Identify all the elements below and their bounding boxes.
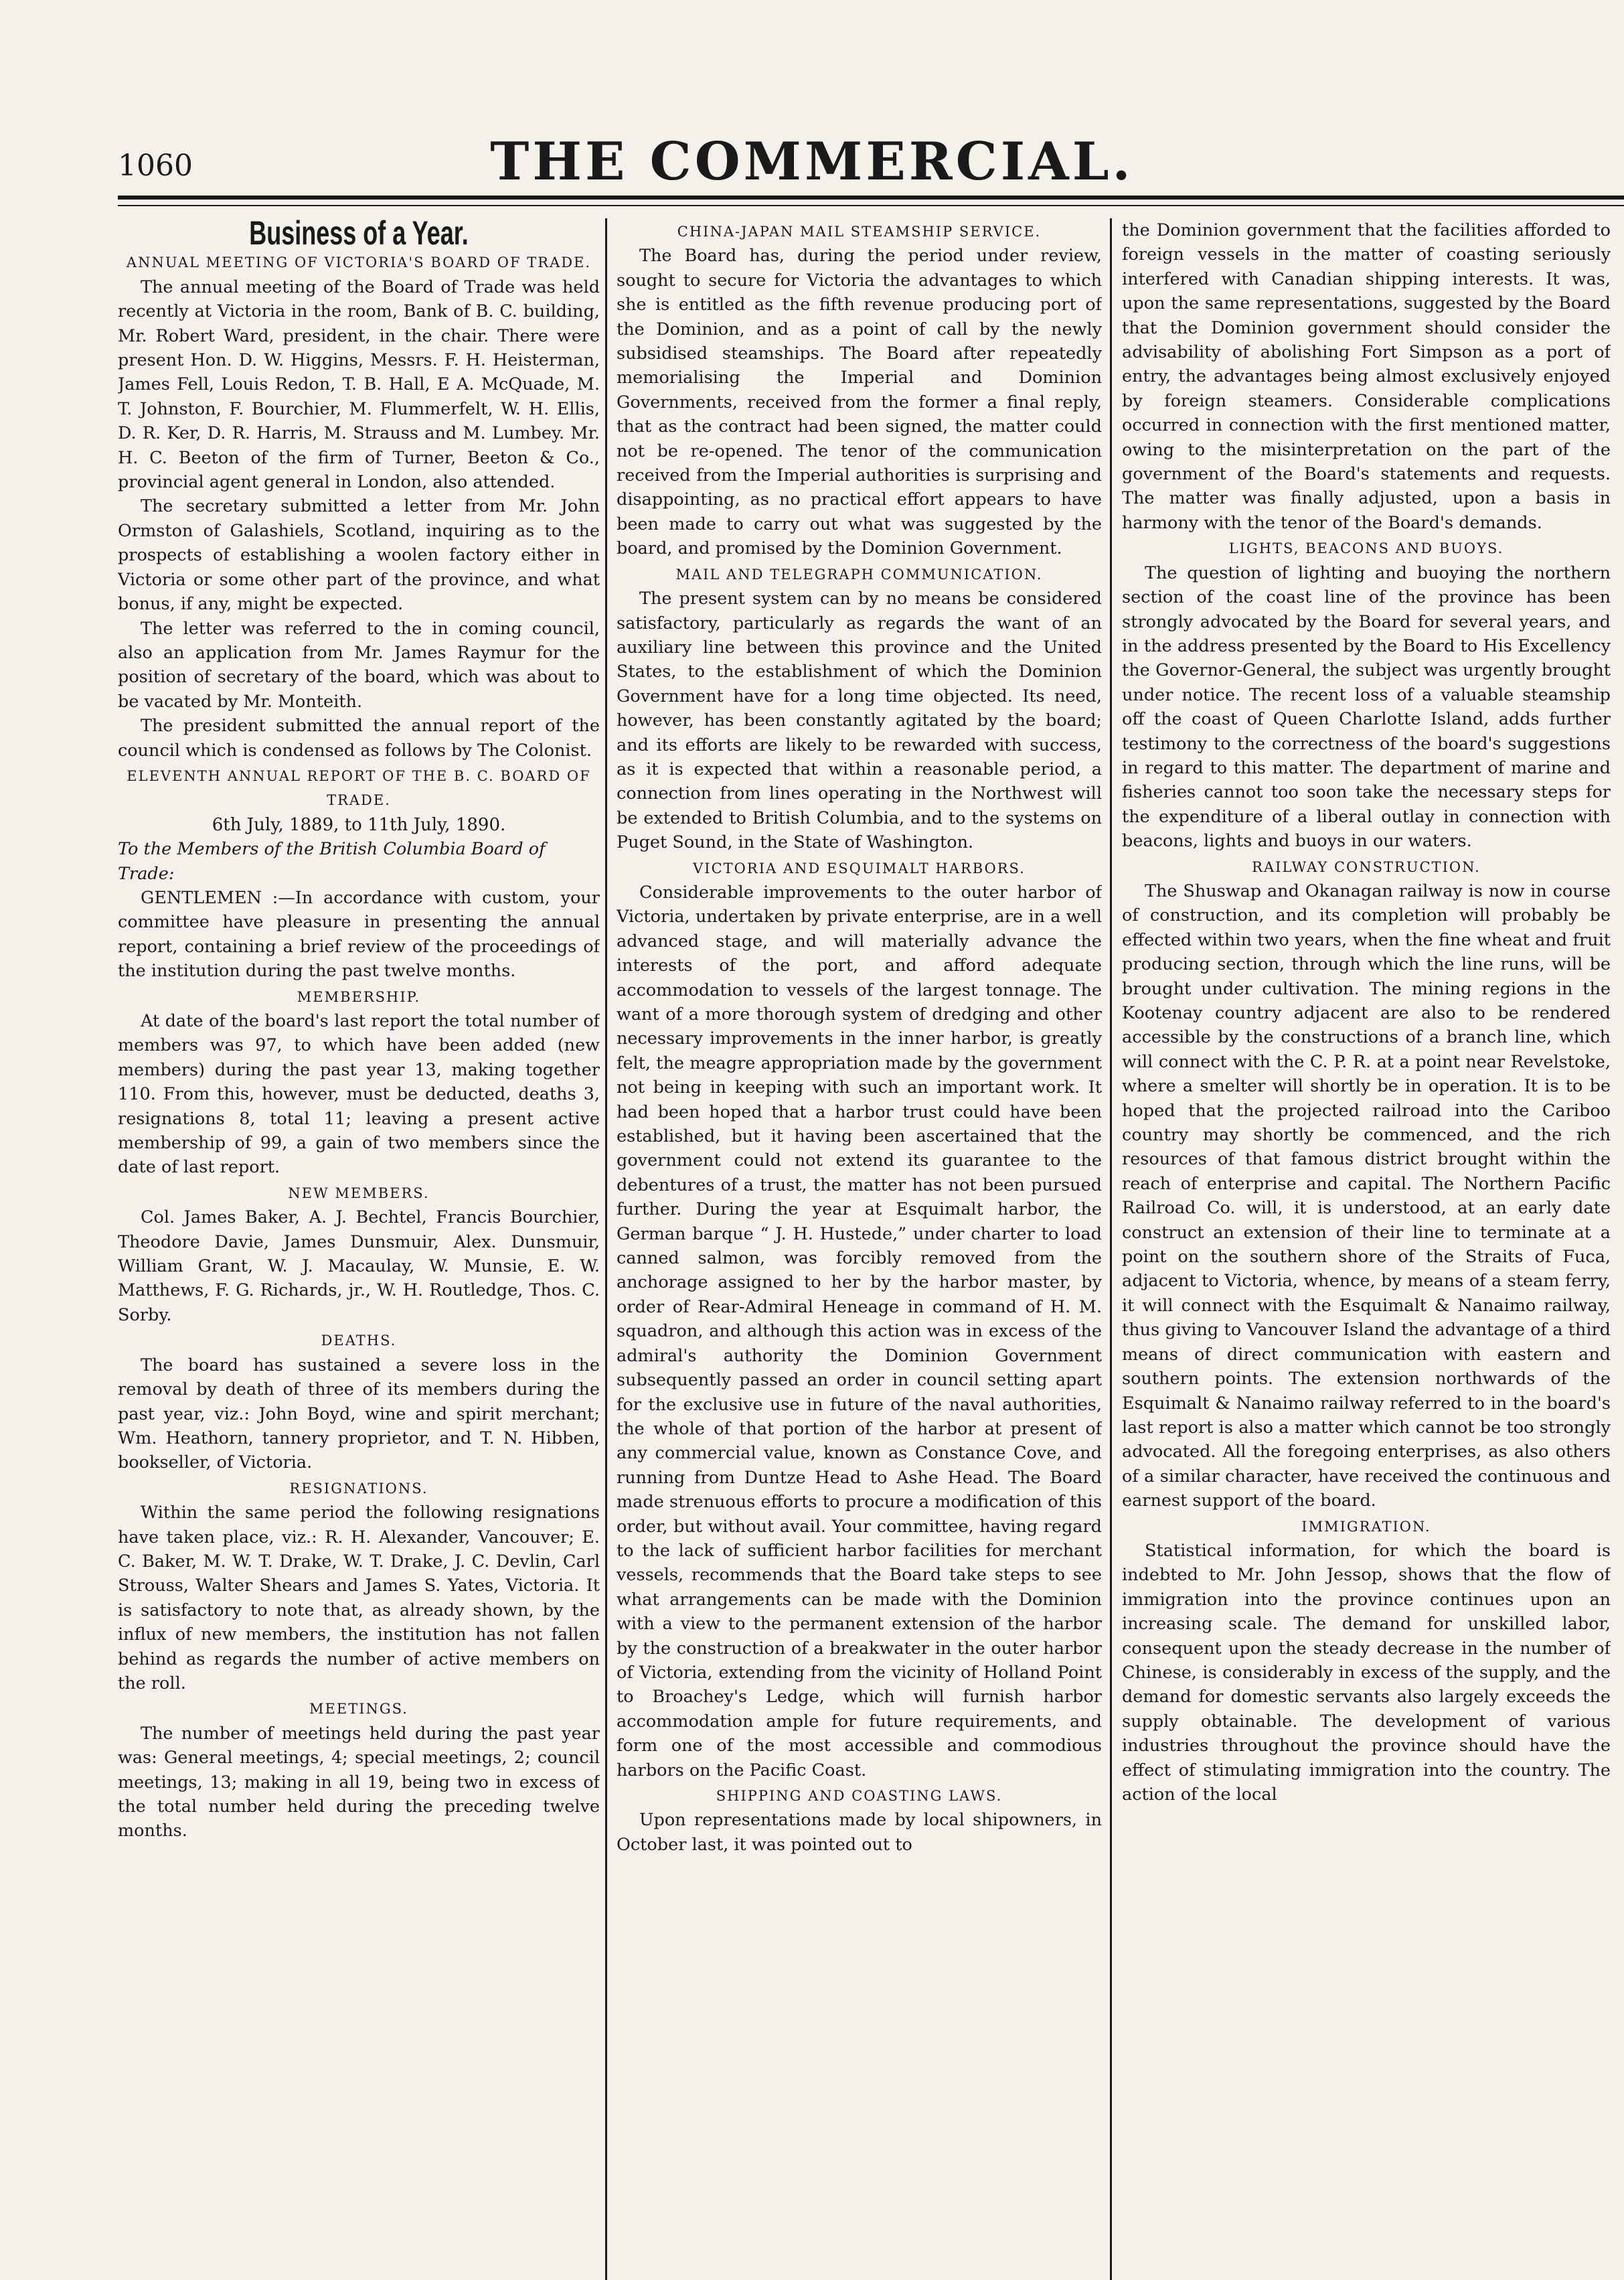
paragraph: The president submitted the annual report of the council which is condensed as follows by The Colonist. bbox=[118, 716, 600, 761]
section-heading: SHIPPING AND COASTING LAWS. bbox=[716, 1788, 1003, 1804]
paragraph: Col. James Baker, A. J. Bechtel, Francis Bourchier, Theodore Davie, James Dunsmuir, Alex. Dunsmuir, William Grant, W. J. Macaulay, W. Munsie, E. W. Matthews, F. G. Richards, jr., W. H. Routledge, Thos. C. Sorby. bbox=[118, 1207, 600, 1325]
paragraph: The secretary submitted a letter from Mr. John Ormston of Galashiels, Scotland, inquiring as to the prospects of establishing a woolen factory either in Victoria or some other part of the province, and what bonus, if any, might be expected. bbox=[118, 496, 600, 615]
paragraph-continued: the Dominion government that the facilities afforded to foreign vessels in the matter of coasting seriously interfered with Canadian shipping interests. It was, upon the same representations, suggested by the Board that the Dominion government should consider the advisability of abolishing Fort Simpson as a port of entry, the advantages being almost exclusively enjoyed by foreign steamers. Considerable complications occurred in connection with the first mentioned matter, owing to the misinterpretation on the part of the government of the Board's statements and requests. The matter was finally adjusted, upon a basis in harmony with the tenor of the Board's demands. bbox=[1122, 220, 1611, 533]
section-heading: CHINA-JAPAN MAIL STEAMSHIP SERVICE. bbox=[677, 224, 1042, 240]
paragraph: GENTLEMEN :—In accordance with custom, your committee have pleasure in presenting the annual report, containing a brief review of the proceedings of the institution during the past twelve months. bbox=[118, 887, 600, 982]
paragraph: The board has sustained a severe loss in the removal by death of three of its members during the past year, viz.: John Boyd, wine and spirit merchant; Wm. Heathorn, tannery proprietor, and T. N. Hibben, bookseller, of Victoria. bbox=[118, 1355, 600, 1473]
article-title: Business of a Year. bbox=[249, 218, 469, 252]
section-heading: NEW MEMBERS. bbox=[288, 1185, 430, 1201]
paragraph: At date of the board's last report the total number of members was 97, to which have been added (new members) during the past year 13, making together 110. From this, however, must be deducted, deaths 3, resignations 8, total 11; leaving a present active membership of 99, a gain of two members since the date of last report. bbox=[118, 1011, 600, 1178]
masthead: THE COMMERCIAL. bbox=[490, 131, 1134, 192]
section-heading: RAILWAY CONSTRUCTION. bbox=[1252, 858, 1481, 875]
paragraph: Considerable improvements to the outer harbor of Victoria, undertaken by private enterprise, are in a well advanced stage, and will materially advance the interests of the port, and afford adequate accommodation to vessels of the largest tonnage. The want of a more thorough system of dredging and other necessary improvements in the inner harbor, is greatly felt, the meagre appropriation made by the government not being in keeping with such an important work. It had been hoped that a harbor trust could have been established, but it having been ascertained that the government could not extend its guarantee to the debentures of a trust, the matter has not been pursued further. During the year at Esquimalt harbor, the German barque “ J. H. Hustede,” under charter to load canned salmon, was forcibly removed from the anchorage assigned to her by the harbor master, by order of Rear-Admiral Heneage in command of H. M. squadron, and although this action was in excess of the admiral's authority the Dominion Government subsequently passed an order in council setting apart for the exclusive use in future of the naval authorities, the whole of that portion of the harbor at present of any commercial value, known as Constance Cove, and running from Duntze Head to Ashe Head. The Board made strenuous efforts to procure a modification of this order, but without avail. Your committee, having regard to the lack of sufficient harbor facilities for merchant vessels, recommends that the Board take steps to see what arrangements can be made with the Dominion with a view to the permanent extension of the harbor by the construction of a breakwater in the outer harbor of Victoria, extending from the vicinity of Holland Point to Broachey's Ledge, which will furnish harbor accommodation ample for future requirements, and form one of the most accessible and commodious harbors on the Pacific Coast. bbox=[617, 882, 1102, 1780]
paragraph: The letter was referred to the in coming council, also an application from Mr. James Raymur for the position of secretary of the board, which was about to be vacated by Mr. Monteith. bbox=[118, 618, 600, 712]
paragraph: Statistical information, for which the board is indebted to Mr. John Jessop, shows that the flow of immigration into the province continues upon an increasing scale. The demand for unskilled labor, consequent upon the steady decrease in the number of Chinese, is considerably in excess of the supply, and the demand for domestic servants also largely exceeds the supply obtainable. The development of various industries throughout the province should have the effect of stimulating immigration into the country. The action of the local bbox=[1122, 1540, 1611, 1805]
article-subtitle: ANNUAL MEETING OF VICTORIA'S BOARD OF TRADE. bbox=[126, 254, 592, 271]
paragraph: The annual meeting of the Board of Trade was held recently at Victoria in the room, Bank of B. C. building, Mr. Robert Ward, president, in the chair. There were present Hon. D. W. Higgins, Messrs. F. H. Heisterman, James Fell, Louis Redon, T. B. Hall, E A. McQuade, M. T. Johnston, F. Bourchier, M. Flummerfelt, W. H. Ellis, D. R. Ker, D. R. Harris, M. Strauss and M. Lumbey. Mr. H. C. Beeton of the firm of Turner, Beeton & Co., provincial agent general in London, also attended. bbox=[118, 277, 600, 493]
section-heading: MAIL AND TELEGRAPH COMMUNICATION. bbox=[675, 566, 1043, 583]
column-divider bbox=[605, 218, 607, 2280]
section-heading: LIGHTS, BEACONS AND BUOYS. bbox=[1228, 540, 1504, 557]
masthead-rule bbox=[118, 196, 1624, 200]
paragraph: Within the same period the following resignations have taken place, viz.: R. H. Alexander, Vancouver; E. C. Baker, M. W. T. Drake, W. T. Drake, J. C. Devlin, Carl Strouss, Walter Shears and James S. Yates, Victoria. It is satisfactory to note that, as already shown, by the influx of new members, the institution has not fallen behind as regards the number of active members on the roll. bbox=[118, 1503, 600, 1693]
section-heading: VICTORIA AND ESQUIMALT HARBORS. bbox=[693, 860, 1026, 877]
page-number: 1060 bbox=[118, 149, 193, 183]
report-addressee: To the Members of the British Columbia Board of Trade: bbox=[118, 839, 546, 884]
section-heading: IMMIGRATION. bbox=[1301, 1518, 1431, 1535]
paragraph: Upon representations made by local shipowners, in October last, it was pointed out to bbox=[617, 1810, 1102, 1855]
section-heading: DEATHS. bbox=[321, 1333, 397, 1349]
paragraph: The Shuswap and Okanagan railway is now in course of construction, and its completion will probably be effected within two years, when the fine wheat and fruit producing section, through which the line runs, will be brought under cultivation. The mining regions in the Kootenay country adjacent are also to be rendered accessible by the constructions of a branch line, which will connect with the C. P. R. at a point near Revelstoke, where a smelter will shortly be in operation. It is to be hoped that the projected railroad into the Cariboo country may shortly be commenced, and the rich resources of that famous district brought within the reach of enterprise and capital. The Northern Pacific Railroad Co. will, it is understood, at an early date construct an extension of their line to terminate at a point on the southern shore of the Straits of Fuca, adjacent to Victoria, whence, by means of a steam ferry, it will connect with the Esquimalt & Nanaimo railway, thus giving to Vancouver Island the advantage of a third means of direct communication with eastern and southern points. The extension northwards of the Esquimalt & Nanaimo railway referred to in the board's last report is also a matter which cannot be too strongly advocated. All the foregoing enterprises, as also others of a similar character, have received the continuous and earnest support of the board. bbox=[1122, 881, 1611, 1511]
article-columns bbox=[118, 218, 1624, 2280]
paragraph: The Board has, during the period under review, sought to secure for Victoria the advantages to which she is entitled as the fifth revenue producing port of the Dominion, and as a point of call by the newly subsidised steamships. The Board after repeatedly memorialising the Imperial and Dominion Governments, received from the former a final reply, that as the contract had been signed, the matter could not be re-opened. The tenor of the communication received from the Imperial authorities is surprising and disappointing, as no practical effort appears to have been made to carry out what was suggested by the board, and promised by the Dominion Government. bbox=[617, 246, 1102, 559]
masthead-rule-thin bbox=[118, 205, 1624, 206]
paragraph: The question of lighting and buoying the northern section of the coast line of the province has been strongly advocated by the Board for several years, and in the address presented by the Board to His Excellency the Governor-General, the subject was urgently brought under notice. The recent loss of a valuable steamship off the coast of Queen Charlotte Island, adds further testimony to the correctness of the board's suggestions in regard to this matter. The department of marine and fisheries cannot too soon take the necessary steps for the expenditure of a liberal outlay in connection with beacons, lights and buoys in our waters. bbox=[1122, 562, 1611, 852]
column-divider bbox=[1110, 218, 1112, 2280]
paragraph: The number of meetings held during the past year was: General meetings, 4; special meetings, 2; council meetings, 13; making in all 19, being two in excess of the total number held during the preceding twelve months. bbox=[118, 1723, 600, 1841]
report-dateline: 6th July, 1889, to 11th July, 1890. bbox=[212, 814, 506, 835]
column-2 bbox=[617, 218, 1102, 2280]
column-3 bbox=[1122, 218, 1611, 2280]
column-1 bbox=[118, 218, 600, 2280]
section-heading: RESIGNATIONS. bbox=[289, 1480, 428, 1497]
section-heading: MEMBERSHIP. bbox=[297, 988, 421, 1005]
section-heading: ELEVENTH ANNUAL REPORT OF THE B. C. BOARD OF TRADE. bbox=[127, 767, 591, 809]
section-heading: MEETINGS. bbox=[309, 1701, 408, 1718]
paragraph: The present system can by no means be considered satisfactory, particularly as regards the want of an auxiliary line between this province and the United States, to the establishment of which the Dominion Government have for a long time objected. Its need, however, has been constantly agitated by the board; and its efforts are likely to be rewarded with success, as it is expected that within a reasonable period, a connection from lines operating in the Northwest will be extended to British Columbia, and to the systems on Puget Sound, in the State of Washington. bbox=[617, 589, 1102, 853]
